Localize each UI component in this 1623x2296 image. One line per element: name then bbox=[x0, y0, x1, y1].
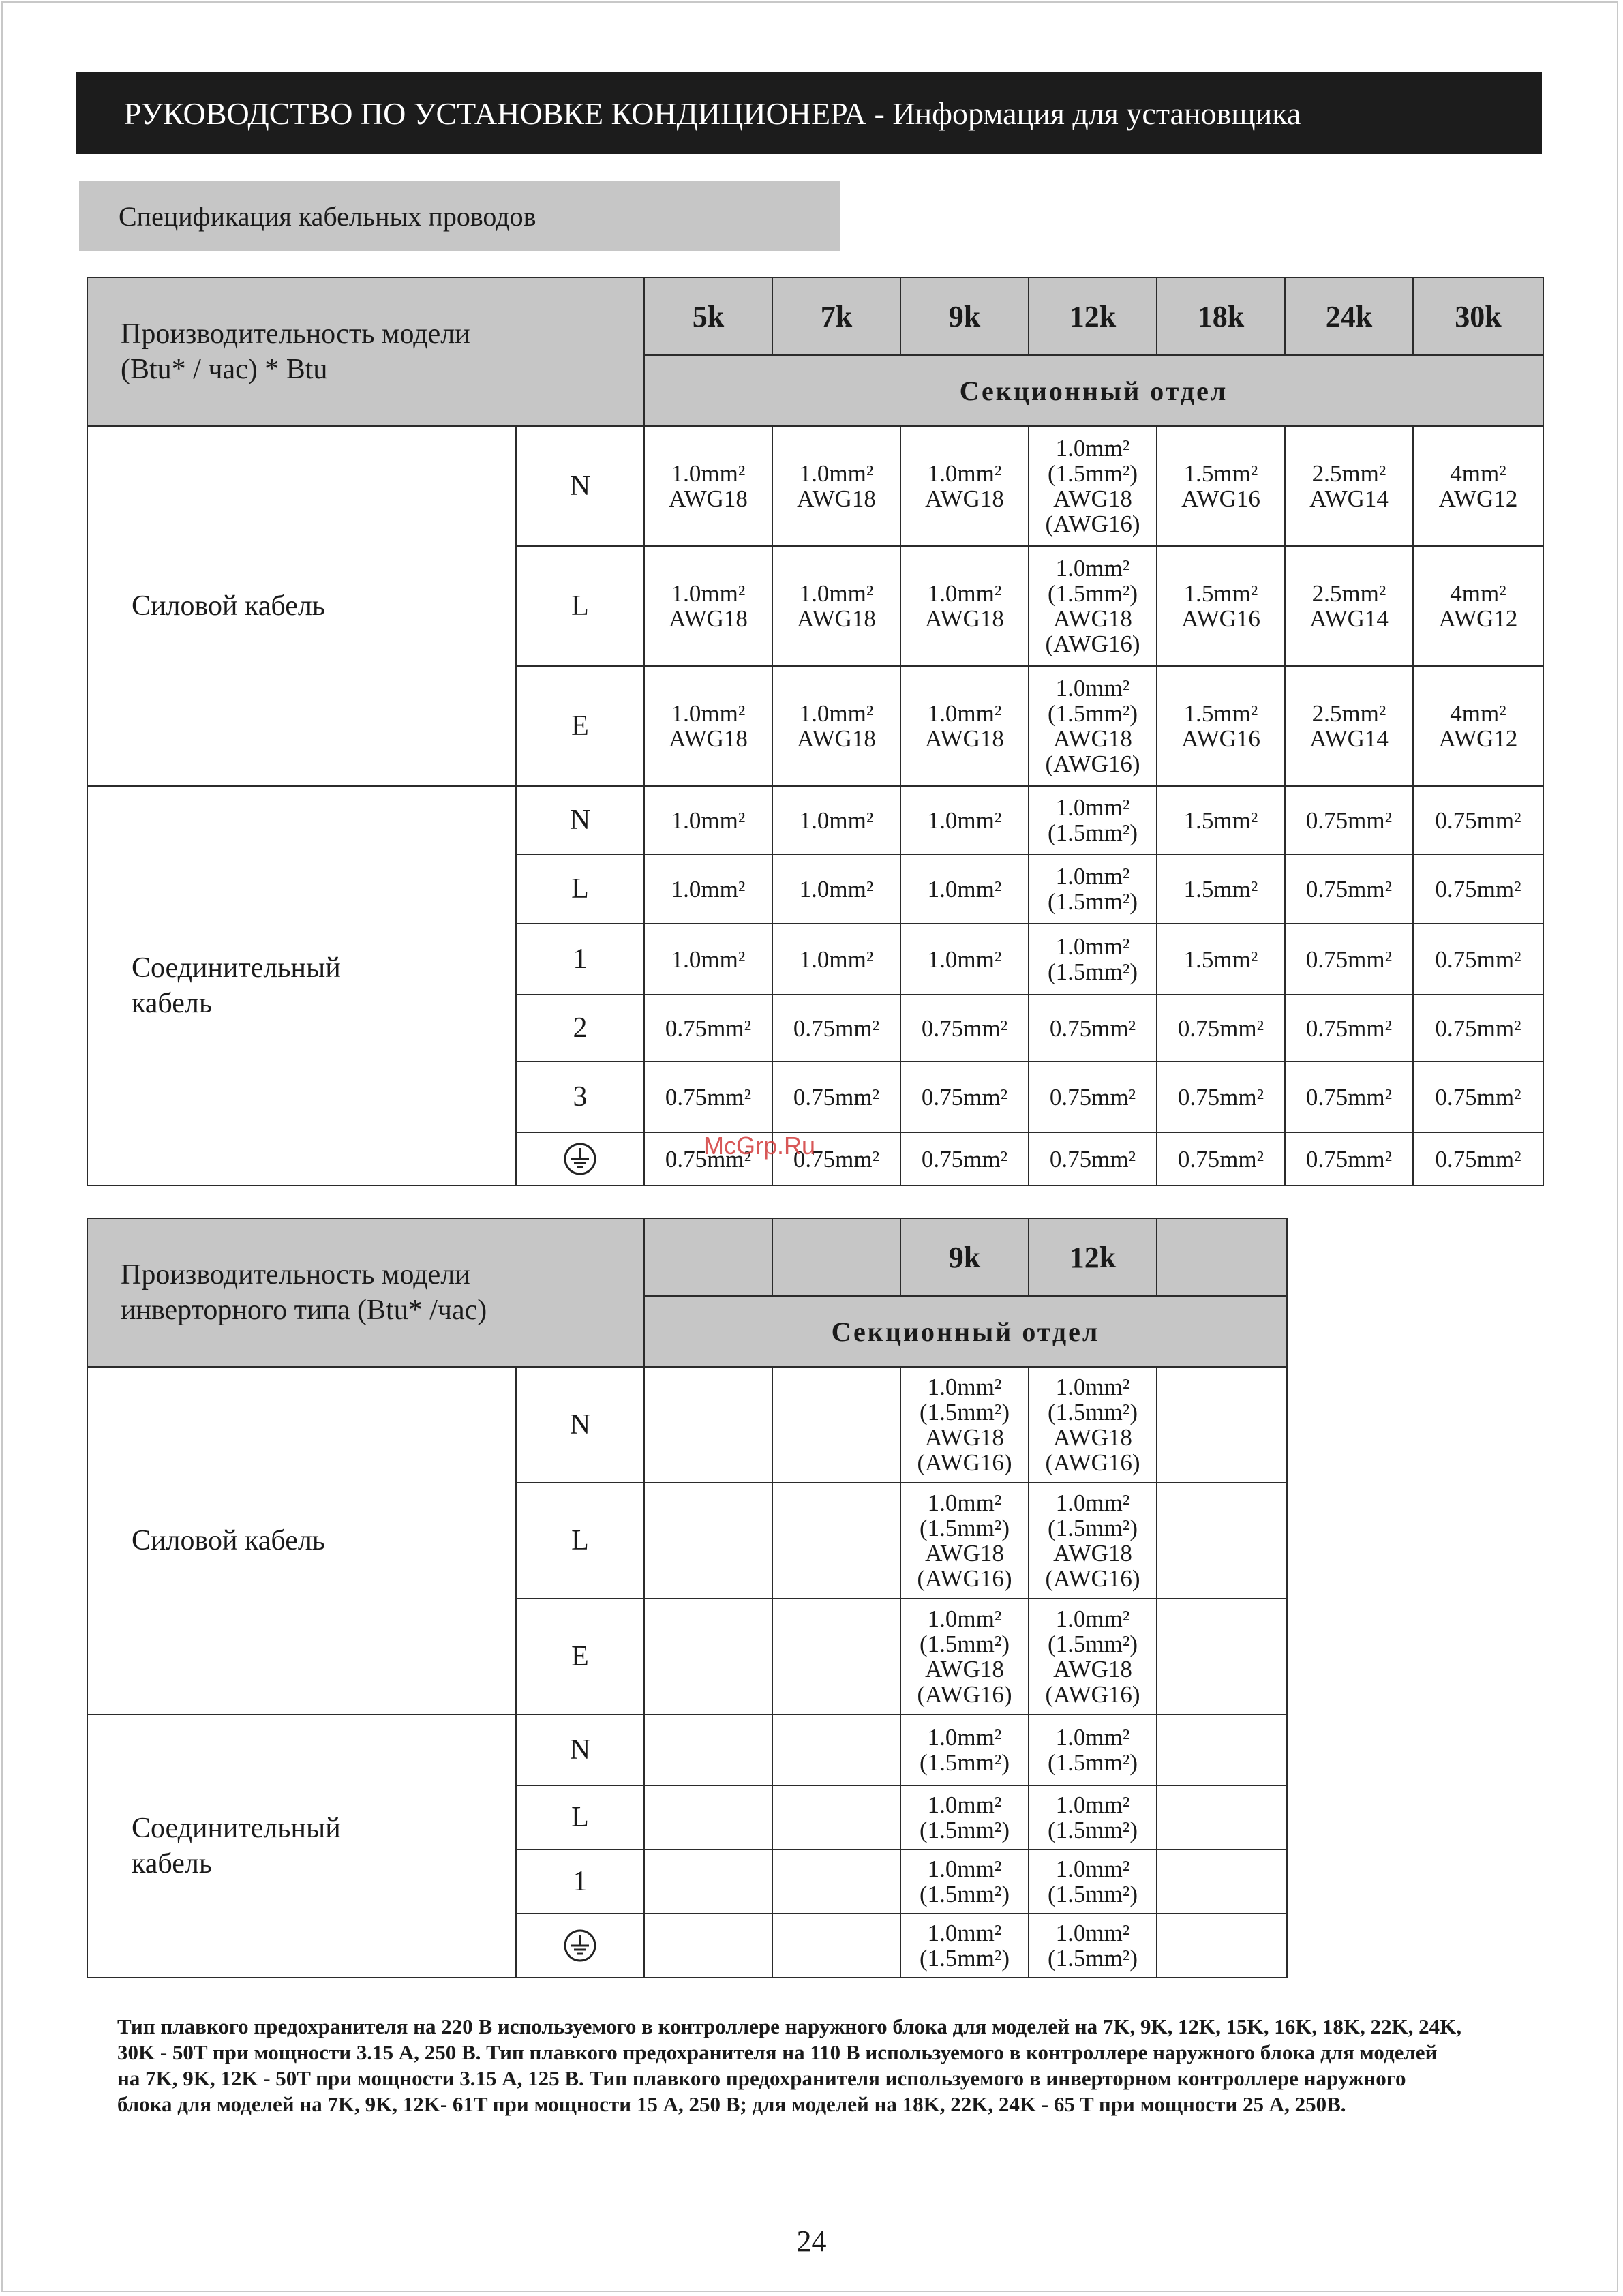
spec-cell bbox=[644, 1785, 772, 1849]
spec-cell bbox=[1413, 426, 1543, 546]
group-label-line: Соединительный bbox=[132, 1813, 341, 1844]
spec-value: AWG18 bbox=[797, 605, 876, 632]
spec-cell bbox=[644, 1599, 772, 1715]
spec-value: 1.0mm² bbox=[927, 1605, 1002, 1632]
spec-value: 1.0mm² bbox=[671, 580, 746, 607]
spec-value: 0.75mm² bbox=[1305, 946, 1393, 973]
spec-value: 0.75mm² bbox=[1177, 1014, 1264, 1042]
spec-value: 1.0mm² bbox=[927, 580, 1002, 607]
spec-value: 0.75mm² bbox=[1305, 1145, 1393, 1173]
spec-cell bbox=[1029, 1715, 1157, 1785]
spec-value: (1.5mm²) bbox=[920, 1817, 1010, 1843]
spec-value: 1.0mm² bbox=[1055, 555, 1130, 581]
spec-value: 1.0mm² bbox=[1055, 675, 1130, 701]
wire-label: N bbox=[516, 426, 644, 546]
spec-value: AWG18 bbox=[925, 485, 1004, 512]
section-label: Секционный отдел bbox=[644, 1296, 1287, 1367]
spec-value: 0.75mm² bbox=[1305, 875, 1393, 903]
wire-label: L bbox=[516, 1483, 644, 1599]
spec-value: (AWG16) bbox=[1045, 751, 1140, 777]
spec-value: 0.75mm² bbox=[1435, 806, 1521, 834]
column-header: 12k bbox=[1029, 277, 1157, 355]
spec-cell bbox=[1413, 924, 1543, 995]
spec-value: 0.75mm² bbox=[1435, 1145, 1521, 1173]
spec-value: 0.75mm² bbox=[1177, 1145, 1264, 1173]
spec-cell bbox=[1157, 1715, 1287, 1785]
spec-value: (1.5mm²) bbox=[1048, 1399, 1138, 1425]
column-header bbox=[1157, 1218, 1287, 1296]
spec-value: 1.5mm² bbox=[1183, 806, 1258, 834]
spec-cell bbox=[1157, 924, 1285, 995]
spec-value: (AWG16) bbox=[1045, 1681, 1140, 1708]
spec-cell bbox=[900, 995, 1029, 1061]
ground-icon bbox=[562, 1928, 598, 1963]
spec-value: 1.0mm² bbox=[1055, 1792, 1130, 1818]
spec-value: 1.0mm² bbox=[1055, 1856, 1130, 1882]
spec-value: 0.75mm² bbox=[921, 1145, 1008, 1173]
spec-value: 2.5mm² bbox=[1311, 580, 1386, 607]
spec-cell bbox=[772, 1599, 900, 1715]
header-row bbox=[87, 277, 1543, 355]
column-header: 30k bbox=[1413, 277, 1543, 355]
spec-cell bbox=[1413, 786, 1543, 854]
spec-cell bbox=[1157, 1914, 1287, 1978]
spec-cell bbox=[900, 854, 1029, 924]
spec-value: (1.5mm²) bbox=[1047, 819, 1138, 846]
spec-value: 0.75mm² bbox=[665, 1145, 752, 1173]
spec-cell bbox=[1285, 426, 1413, 546]
spec-value: (1.5mm²) bbox=[920, 1945, 1010, 1972]
spec-cell bbox=[772, 1785, 900, 1849]
spec-cell bbox=[900, 1367, 1029, 1483]
spec-cell bbox=[1029, 786, 1157, 854]
spec-cell bbox=[1029, 924, 1157, 995]
spec-value: 1.5mm² bbox=[1183, 946, 1258, 973]
spec-cell bbox=[644, 1849, 772, 1914]
spec-value: AWG14 bbox=[1309, 485, 1389, 512]
page-header bbox=[76, 72, 1542, 154]
column-header: 9k bbox=[900, 277, 1029, 355]
spec-cell bbox=[644, 854, 772, 924]
spec-value: 0.75mm² bbox=[1049, 1014, 1136, 1042]
spec-cell bbox=[1029, 1367, 1157, 1483]
spec-value: 0.75mm² bbox=[1049, 1145, 1136, 1173]
spec-cell bbox=[1413, 666, 1543, 786]
spec-cell bbox=[1029, 426, 1157, 546]
spec-value: AWG12 bbox=[1438, 725, 1518, 752]
spec-value: (1.5mm²) bbox=[1048, 1817, 1138, 1843]
page-number: 24 bbox=[796, 2224, 827, 2258]
spec-value: 1.0mm² bbox=[1055, 1490, 1130, 1516]
spec-cell bbox=[900, 666, 1029, 786]
spec-cell bbox=[1285, 1132, 1413, 1185]
column-header bbox=[644, 1218, 772, 1296]
spec-value: 4mm² bbox=[1450, 700, 1506, 727]
spec-value: 1.5mm² bbox=[1183, 875, 1258, 903]
spec-cell bbox=[644, 1061, 772, 1132]
column-header: 9k bbox=[900, 1218, 1029, 1296]
table-caption bbox=[87, 1218, 644, 1367]
spec-cell bbox=[1157, 666, 1285, 786]
spec-value: AWG18 bbox=[669, 485, 748, 512]
spec-cell bbox=[772, 546, 900, 666]
spec-value: 1.0mm² bbox=[927, 806, 1002, 834]
spec-value: (AWG16) bbox=[917, 1681, 1012, 1708]
spec-value: 1.0mm² bbox=[927, 1856, 1002, 1882]
spec-value: 1.0mm² bbox=[927, 1792, 1002, 1818]
spec-value: (1.5mm²) bbox=[1048, 1631, 1138, 1657]
spec-cell bbox=[900, 924, 1029, 995]
group-connecting-cable bbox=[87, 1715, 516, 1978]
wire-label: 2 bbox=[516, 995, 644, 1061]
spec-cell bbox=[644, 1367, 772, 1483]
spec-value: 1.0mm² bbox=[671, 700, 746, 727]
spec-cell bbox=[1157, 1483, 1287, 1599]
spec-value: 1.0mm² bbox=[799, 806, 874, 834]
wire-label: N bbox=[516, 1715, 644, 1785]
spec-value: 0.75mm² bbox=[921, 1014, 1008, 1042]
wire-label: 1 bbox=[516, 924, 644, 995]
spec-cell bbox=[644, 786, 772, 854]
spec-value: (AWG16) bbox=[1045, 511, 1140, 537]
spec-cell bbox=[900, 1715, 1029, 1785]
spec-value: AWG12 bbox=[1438, 605, 1518, 632]
spec-cell bbox=[1157, 1061, 1285, 1132]
spec-cell bbox=[900, 1914, 1029, 1978]
footnote-line: Тип плавкого предохранителя на 220 В используемого в контроллере наружного блока для моделей на 7K, 9K, 12K, 15K, 16K, 18K, 22K, 24K, bbox=[117, 2014, 1461, 2038]
spec-cell bbox=[1029, 1785, 1157, 1849]
spec-value: 1.0mm² bbox=[1055, 794, 1130, 821]
spec-cell bbox=[644, 426, 772, 546]
spec-value: (1.5mm²) bbox=[1048, 1515, 1138, 1541]
wire-label: L bbox=[516, 854, 644, 924]
spec-cell bbox=[1157, 1367, 1287, 1483]
spec-cell bbox=[644, 546, 772, 666]
spec-cell bbox=[1285, 546, 1413, 666]
table-row bbox=[87, 786, 1543, 854]
spec-value: AWG18 bbox=[797, 725, 876, 752]
spec-cell bbox=[1029, 666, 1157, 786]
spec-cell bbox=[1157, 546, 1285, 666]
group-label-line: кабель bbox=[132, 988, 212, 1019]
spec-cell bbox=[1029, 1061, 1157, 1132]
spec-cell bbox=[1157, 1132, 1285, 1185]
wire-label: E bbox=[516, 666, 644, 786]
fuse-footnote bbox=[117, 2014, 1556, 2117]
ground-icon bbox=[562, 1141, 598, 1177]
header-row bbox=[87, 1218, 1287, 1296]
spec-value: 1.0mm² bbox=[799, 946, 874, 973]
spec-value: 1.0mm² bbox=[1055, 1374, 1130, 1400]
spec-value: AWG18 bbox=[1053, 1424, 1132, 1451]
caption-line: Производительность модели bbox=[121, 1259, 470, 1290]
spec-value: 0.75mm² bbox=[1435, 1014, 1521, 1042]
column-header: 5k bbox=[644, 277, 772, 355]
spec-value: 1.0mm² bbox=[671, 875, 746, 903]
spec-cell bbox=[1157, 786, 1285, 854]
spec-cell bbox=[772, 1367, 900, 1483]
spec-value: 1.5mm² bbox=[1183, 700, 1258, 727]
spec-cell bbox=[772, 1061, 900, 1132]
spec-value: (AWG16) bbox=[1045, 1449, 1140, 1476]
spec-cell bbox=[772, 854, 900, 924]
table-row bbox=[87, 1715, 1287, 1785]
earth-wire-label bbox=[516, 1914, 644, 1978]
spec-value: 0.75mm² bbox=[793, 1014, 880, 1042]
spec-cell bbox=[772, 1914, 900, 1978]
spec-value: (AWG16) bbox=[917, 1449, 1012, 1476]
spec-cell bbox=[772, 786, 900, 854]
spec-value: 1.0mm² bbox=[1055, 1724, 1130, 1751]
spec-value: 0.75mm² bbox=[793, 1145, 880, 1173]
spec-cell bbox=[900, 426, 1029, 546]
spec-cell bbox=[772, 924, 900, 995]
spec-value: 0.75mm² bbox=[1435, 946, 1521, 973]
spec-value: (AWG16) bbox=[1045, 1565, 1140, 1592]
caption-line: Производительность модели bbox=[121, 318, 470, 350]
group-label-line: Соединительный bbox=[132, 952, 341, 984]
spec-value: AWG18 bbox=[1053, 1656, 1132, 1682]
spec-value: AWG18 bbox=[669, 725, 748, 752]
spec-value: (1.5mm²) bbox=[920, 1881, 1010, 1907]
column-header: 24k bbox=[1285, 277, 1413, 355]
spec-value: 1.0mm² bbox=[927, 1920, 1002, 1946]
spec-cell bbox=[644, 924, 772, 995]
spec-cell bbox=[772, 1483, 900, 1599]
spec-value: 1.0mm² bbox=[671, 806, 746, 834]
spec-value: 1.0mm² bbox=[1055, 435, 1130, 462]
wire-label: L bbox=[516, 546, 644, 666]
group-power-cable: Силовой кабель bbox=[87, 1367, 516, 1715]
spec-cell bbox=[1413, 854, 1543, 924]
spec-value: AWG18 bbox=[797, 485, 876, 512]
spec-value: AWG14 bbox=[1309, 725, 1389, 752]
column-header: 18k bbox=[1157, 277, 1285, 355]
spec-cell bbox=[1285, 854, 1413, 924]
group-connecting-cable bbox=[87, 786, 516, 1185]
spec-cell bbox=[644, 666, 772, 786]
spec-cell bbox=[1285, 1061, 1413, 1132]
spec-value: (1.5mm²) bbox=[1047, 958, 1138, 985]
section-heading bbox=[79, 181, 840, 251]
spec-value: 1.0mm² bbox=[927, 1374, 1002, 1400]
caption-line: инверторного типа (Btu* /час) bbox=[121, 1295, 487, 1326]
spec-value: 0.75mm² bbox=[1435, 1083, 1521, 1111]
spec-value: 1.0mm² bbox=[927, 875, 1002, 903]
spec-cell bbox=[772, 995, 900, 1061]
watermark: McGrp.Ru bbox=[703, 1132, 816, 1160]
inverter-cable-spec-table bbox=[87, 1218, 1288, 1978]
spec-cell bbox=[1157, 995, 1285, 1061]
spec-value: (1.5mm²) bbox=[920, 1749, 1010, 1776]
spec-cell bbox=[1029, 1849, 1157, 1914]
cable-spec-table bbox=[87, 277, 1544, 1186]
spec-value: AWG16 bbox=[1181, 605, 1260, 632]
spec-value: 1.0mm² bbox=[927, 946, 1002, 973]
spec-value: AWG18 bbox=[925, 1656, 1004, 1682]
spec-value: AWG18 bbox=[1053, 485, 1132, 512]
spec-value: 2.5mm² bbox=[1311, 460, 1386, 487]
table-row bbox=[87, 1367, 1287, 1483]
spec-cell bbox=[772, 666, 900, 786]
wire-label: 3 bbox=[516, 1061, 644, 1132]
spec-value: 0.75mm² bbox=[1305, 806, 1393, 834]
spec-cell bbox=[1157, 1849, 1287, 1914]
spec-value: (1.5mm²) bbox=[920, 1631, 1010, 1657]
spec-value: 4mm² bbox=[1450, 460, 1506, 487]
spec-cell bbox=[1157, 1599, 1287, 1715]
spec-value: AWG18 bbox=[925, 1424, 1004, 1451]
spec-cell bbox=[900, 1132, 1029, 1185]
spec-value: 1.0mm² bbox=[1055, 1920, 1130, 1946]
spec-cell bbox=[1413, 1132, 1543, 1185]
spec-value: 1.0mm² bbox=[927, 1490, 1002, 1516]
spec-cell bbox=[1157, 854, 1285, 924]
spec-cell bbox=[1029, 1132, 1157, 1185]
section-title: Спецификация кабельных проводов bbox=[119, 200, 536, 232]
spec-value: 1.5mm² bbox=[1183, 580, 1258, 607]
section-label: Секционный отдел bbox=[644, 355, 1543, 426]
spec-value: (1.5mm²) bbox=[1048, 1945, 1138, 1972]
spec-value: 1.0mm² bbox=[1055, 1605, 1130, 1632]
spec-value: AWG18 bbox=[925, 605, 1004, 632]
table-caption bbox=[87, 277, 644, 426]
spec-cell bbox=[900, 1785, 1029, 1849]
spec-value: AWG12 bbox=[1438, 485, 1518, 512]
spec-value: 0.75mm² bbox=[793, 1083, 880, 1111]
spec-cell bbox=[1029, 1483, 1157, 1599]
wire-label: L bbox=[516, 1785, 644, 1849]
spec-cell bbox=[1285, 995, 1413, 1061]
spec-cell bbox=[900, 1599, 1029, 1715]
spec-value: 1.0mm² bbox=[927, 460, 1002, 487]
column-header bbox=[772, 1218, 900, 1296]
spec-value: 1.0mm² bbox=[1055, 933, 1130, 960]
spec-cell bbox=[1413, 1061, 1543, 1132]
spec-cell bbox=[1029, 1599, 1157, 1715]
spec-value: AWG18 bbox=[1053, 1540, 1132, 1567]
spec-value: 0.75mm² bbox=[1435, 875, 1521, 903]
spec-cell bbox=[1285, 924, 1413, 995]
spec-cell bbox=[1285, 666, 1413, 786]
spec-value: 0.75mm² bbox=[1049, 1083, 1136, 1111]
spec-cell bbox=[900, 1849, 1029, 1914]
group-label-line: кабель bbox=[132, 1848, 212, 1879]
spec-value: (1.5mm²) bbox=[1047, 888, 1138, 915]
wire-label: N bbox=[516, 1367, 644, 1483]
page-title: РУКОВОДСТВО ПО УСТАНОВКЕ КОНДИЦИОНЕРА - Информация для установщика bbox=[124, 95, 1301, 131]
spec-value: (1.5mm²) bbox=[920, 1515, 1010, 1541]
spec-value: AWG18 bbox=[669, 605, 748, 632]
spec-value: 4mm² bbox=[1450, 580, 1506, 607]
spec-cell bbox=[900, 546, 1029, 666]
spec-cell bbox=[644, 1715, 772, 1785]
spec-cell bbox=[1157, 426, 1285, 546]
spec-value: (1.5mm²) bbox=[920, 1399, 1010, 1425]
spec-cell bbox=[1029, 546, 1157, 666]
footnote-line: 30K - 50T при мощности 3.15 А, 250 В. Тип плавкого предохранителя на 110 В используемого в контроллере наружного блока для моделей bbox=[117, 2040, 1438, 2064]
spec-value: 1.0mm² bbox=[799, 875, 874, 903]
spec-value: 1.0mm² bbox=[799, 700, 874, 727]
spec-value: AWG18 bbox=[1053, 725, 1132, 752]
spec-value: 1.0mm² bbox=[799, 580, 874, 607]
spec-value: 0.75mm² bbox=[1305, 1083, 1393, 1111]
spec-cell bbox=[1157, 1785, 1287, 1849]
spec-value: 0.75mm² bbox=[921, 1083, 1008, 1111]
spec-value: AWG16 bbox=[1181, 725, 1260, 752]
spec-cell bbox=[644, 1483, 772, 1599]
spec-cell bbox=[900, 1061, 1029, 1132]
spec-value: (1.5mm²) bbox=[1048, 1881, 1138, 1907]
table-row bbox=[87, 426, 1543, 546]
spec-value: 1.0mm² bbox=[799, 460, 874, 487]
spec-value: 1.0mm² bbox=[671, 946, 746, 973]
group-power-cable: Силовой кабель bbox=[87, 426, 516, 786]
spec-value: (AWG16) bbox=[1045, 631, 1140, 657]
spec-value: 1.0mm² bbox=[1055, 863, 1130, 890]
column-header: 12k bbox=[1029, 1218, 1157, 1296]
spec-value: 2.5mm² bbox=[1311, 700, 1386, 727]
spec-value: 0.75mm² bbox=[1305, 1014, 1393, 1042]
spec-cell bbox=[772, 1849, 900, 1914]
spec-cell bbox=[1413, 995, 1543, 1061]
spec-value: 0.75mm² bbox=[665, 1014, 752, 1042]
spec-value: 1.0mm² bbox=[927, 700, 1002, 727]
spec-value: AWG18 bbox=[1053, 605, 1132, 632]
spec-cell bbox=[900, 786, 1029, 854]
spec-value: (1.5mm²) bbox=[1047, 700, 1138, 727]
footnote-line: блока для моделей на 7K, 9K, 12K- 61T при мощности 15 А, 250 В; для моделей на 18K, 22K, 24K - 65 T при мощности 25 А, 250В. bbox=[117, 2092, 1346, 2116]
spec-value: 1.0mm² bbox=[671, 460, 746, 487]
wire-label: 1 bbox=[516, 1849, 644, 1914]
spec-value: (1.5mm²) bbox=[1048, 1749, 1138, 1776]
column-header: 7k bbox=[772, 277, 900, 355]
spec-cell bbox=[1413, 546, 1543, 666]
spec-cell bbox=[772, 1715, 900, 1785]
spec-cell bbox=[772, 426, 900, 546]
spec-value: AWG14 bbox=[1309, 605, 1389, 632]
spec-value: (1.5mm²) bbox=[1047, 460, 1138, 487]
wire-label: N bbox=[516, 786, 644, 854]
spec-value: 1.0mm² bbox=[927, 1724, 1002, 1751]
spec-cell bbox=[1029, 1914, 1157, 1978]
spec-value: AWG16 bbox=[1181, 485, 1260, 512]
spec-value: 1.5mm² bbox=[1183, 460, 1258, 487]
spec-value: AWG18 bbox=[925, 1540, 1004, 1567]
caption-line: (Btu* / час) * Btu bbox=[121, 354, 328, 385]
spec-value: 0.75mm² bbox=[665, 1083, 752, 1111]
spec-cell bbox=[644, 995, 772, 1061]
spec-cell bbox=[900, 1483, 1029, 1599]
spec-value: AWG18 bbox=[925, 725, 1004, 752]
spec-cell bbox=[1029, 854, 1157, 924]
spec-cell bbox=[1029, 995, 1157, 1061]
footnote-line: на 7K, 9K, 12K - 50T при мощности 3.15 А, 125 В. Тип плавкого предохранителя используемого в инверторном контроллере наружного bbox=[117, 2066, 1406, 2090]
spec-value: (AWG16) bbox=[917, 1565, 1012, 1592]
spec-value: (1.5mm²) bbox=[1047, 580, 1138, 607]
wire-label: E bbox=[516, 1599, 644, 1715]
spec-value: 0.75mm² bbox=[1177, 1083, 1264, 1111]
earth-wire-label bbox=[516, 1132, 644, 1185]
spec-cell bbox=[1285, 786, 1413, 854]
spec-cell bbox=[644, 1914, 772, 1978]
